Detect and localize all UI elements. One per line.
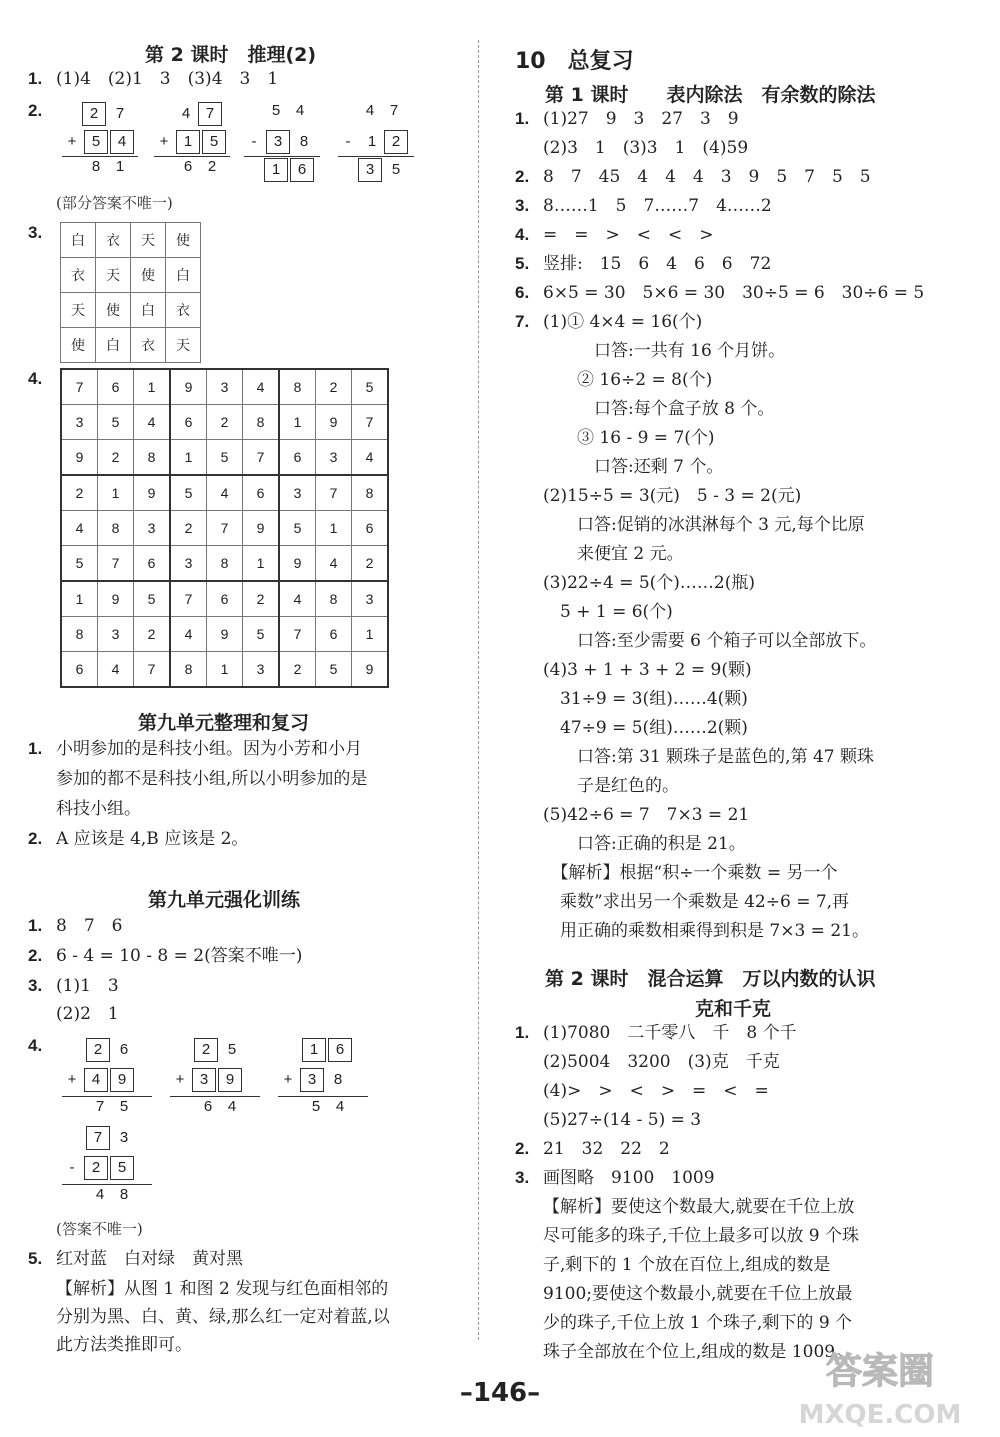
analysis-line: 分别为黑、白、黄、绿,那么红一定对着蓝,以 (56, 1307, 390, 1327)
sudoku-cell: 3 (352, 581, 389, 617)
sudoku-row (61, 652, 388, 688)
sudoku-cell: 3 (98, 617, 134, 652)
answer-line: 1. (1)27 9 3 27 3 9 (515, 109, 739, 129)
sudoku-cell: 4 (61, 511, 98, 546)
word-grid-cell: 衣 (61, 258, 96, 293)
page-number: –146– (459, 1378, 541, 1408)
sudoku-cell: 9 (134, 475, 171, 511)
sudoku-cell: 5 (98, 405, 134, 440)
answer-line: 5. 红对蓝 白对绿 黄对黑 (28, 1249, 243, 1269)
section-heading: 第 1 课时 表内除法 有余数的除法 (545, 84, 876, 106)
answer-line: ② 16÷2 = 8(个) (543, 370, 713, 390)
answer-line: 2. 6 - 4 = 10 - 8 = 2(答案不唯一) (28, 946, 303, 966)
sudoku-cell: 6 (316, 617, 352, 652)
answer-line: 口答:促销的冰淇淋每个 3 元,每个比原 (543, 515, 865, 535)
sudoku-cell: 5 (243, 617, 280, 652)
sudoku-row (61, 440, 388, 476)
answer-number: 4. (28, 369, 43, 388)
sudoku-cell: 6 (170, 405, 207, 440)
vertical-calc: 2 5 + 3 9 6 4 (168, 1038, 268, 1126)
sudoku-cell: 6 (279, 440, 316, 476)
vertical-calc: 2 6 + 4 9 7 5 (60, 1038, 160, 1126)
sudoku-cell: 6 (98, 369, 134, 405)
sudoku-cell: 3 (207, 369, 243, 405)
sudoku-row (61, 581, 388, 617)
answer-line: 31÷9 = 3(组)……4(颗) (543, 689, 748, 709)
answer-line: 口答:正确的积是 21。 (543, 834, 746, 854)
section-heading: 第九单元强化训练 (148, 889, 301, 911)
sudoku-cell: 5 (170, 475, 207, 511)
sudoku-cell: 6 (207, 581, 243, 617)
answer-line: 参加的都不是科技小组,所以小明参加的是 (56, 769, 368, 789)
sudoku-cell: 1 (134, 369, 171, 405)
sudoku-cell: 4 (352, 440, 389, 476)
sudoku-cell: 3 (316, 440, 352, 476)
sudoku-cell: 7 (316, 475, 352, 511)
sudoku-cell: 4 (279, 581, 316, 617)
word-grid-cell: 衣 (96, 223, 131, 258)
sudoku-cell: 8 (352, 475, 389, 511)
analysis-line: 【解析】从图 1 和图 2 发现与红色面相邻的 (56, 1279, 389, 1299)
sudoku-cell: 8 (170, 652, 207, 688)
column-divider (478, 40, 479, 1340)
word-grid-cell: 使 (131, 258, 166, 293)
sudoku-cell: 9 (61, 440, 98, 476)
section-heading: 第九单元整理和复习 (138, 712, 310, 734)
sudoku-cell: 7 (207, 511, 243, 546)
answer-note: (部分答案不唯一) (56, 194, 173, 212)
word-grid-cell: 天 (131, 223, 166, 258)
answer-line: 口答:至少需要 6 个箱子可以全部放下。 (543, 631, 877, 651)
word-grid-cell: 天 (96, 258, 131, 293)
sudoku-cell: 5 (61, 546, 98, 582)
answer-line: 1. (1)4 (2)1 3 (3)4 3 1 (28, 69, 279, 89)
vertical-calc: 5 4 - 3 8 1 6 (242, 102, 322, 182)
sudoku-cell: 5 (134, 581, 171, 617)
sudoku-cell: 4 (243, 369, 280, 405)
sudoku-cell: 9 (352, 652, 389, 688)
svg-text:答案圈: 答案圈 (825, 1351, 935, 1392)
answer-line: (4)3 + 1 + 3 + 2 = 9(颗) (543, 660, 752, 680)
sudoku-cell: 2 (243, 581, 280, 617)
answer-line: ③ 16 - 9 = 7(个) (543, 428, 715, 448)
answer-line: 口答:一共有 16 个月饼。 (543, 341, 786, 361)
sudoku-cell: 1 (98, 475, 134, 511)
word-grid-cell: 衣 (131, 328, 166, 363)
answer-number: 3. (28, 223, 43, 242)
answer-line: (2)15÷5 = 3(元) 5 - 3 = 2(元) (543, 486, 802, 506)
sudoku-cell: 2 (207, 405, 243, 440)
word-grid-cell: 白 (131, 293, 166, 328)
answer-line: (2)2 1 (56, 1004, 119, 1024)
sudoku-cell: 5 (316, 652, 352, 688)
sudoku-cell: 1 (170, 440, 207, 476)
answer-line: 1. 小明参加的是科技小组。因为小芳和小月 (28, 739, 362, 759)
sudoku-cell: 4 (134, 405, 171, 440)
sudoku-cell: 5 (352, 369, 389, 405)
sudoku-cell: 4 (316, 546, 352, 582)
sudoku-cell: 3 (279, 475, 316, 511)
sudoku-cell: 8 (316, 581, 352, 617)
sudoku-row (61, 511, 388, 546)
sudoku-cell: 7 (352, 405, 389, 440)
sudoku-row (61, 617, 388, 652)
answer-line: 用正确的乘数相乘得到积是 7×3 = 21。 (543, 921, 869, 941)
sudoku-cell: 8 (207, 546, 243, 582)
answer-line: 6. 6×5 = 30 5×6 = 30 30÷5 = 6 30÷6 = 5 (515, 283, 925, 303)
answer-line: 5. 竖排: 15 6 4 6 6 72 (515, 254, 772, 274)
word-grid-row (61, 328, 201, 363)
vertical-calc: 4 7 - 1 2 3 5 (336, 102, 426, 182)
sudoku-cell: 1 (243, 546, 280, 582)
word-grid-cell: 使 (166, 223, 201, 258)
sudoku-cell: 2 (170, 511, 207, 546)
answer-line: 子是红色的。 (543, 776, 679, 796)
sudoku-cell: 9 (98, 581, 134, 617)
sudoku-cell: 1 (61, 581, 98, 617)
sudoku-cell: 3 (134, 511, 171, 546)
sudoku-cell: 7 (134, 652, 171, 688)
sudoku-cell: 9 (170, 369, 207, 405)
sudoku-cell: 2 (134, 617, 171, 652)
section-heading: 克和千克 (695, 998, 772, 1020)
sudoku-cell: 2 (316, 369, 352, 405)
word-grid-row (61, 223, 201, 258)
answer-line: (5)42÷6 = 7 7×3 = 21 (543, 805, 750, 825)
sudoku-cell: 8 (279, 369, 316, 405)
answer-line: 口答:还剩 7 个。 (543, 457, 724, 477)
word-grid-cell: 使 (61, 328, 96, 363)
answer-line: (2)5004 3200 (3)克 千克 (543, 1052, 780, 1072)
sudoku-cell: 7 (61, 369, 98, 405)
sudoku-cell: 9 (207, 617, 243, 652)
word-grid-cell: 天 (61, 293, 96, 328)
answer-line: 【解析】根据“积÷一个乘数 = 另一个 (543, 863, 838, 883)
vertical-calc: 4 7 + 1 5 6 2 (152, 102, 232, 182)
answer-line: 2. 8 7 45 4 4 4 3 9 5 7 5 5 (515, 167, 871, 187)
answer-line: 少的珠子,千位上放 1 个珠子,剩下的 9 个 (543, 1313, 853, 1333)
sudoku-cell: 9 (279, 546, 316, 582)
sudoku-cell: 7 (170, 581, 207, 617)
word-grid-cell: 白 (166, 258, 201, 293)
sudoku-cell: 8 (98, 511, 134, 546)
watermark-logo (770, 1335, 990, 1435)
sudoku-cell: 3 (170, 546, 207, 582)
sudoku-cell: 2 (98, 440, 134, 476)
sudoku-cell: 1 (279, 405, 316, 440)
analysis-line: 此方法类推即可。 (56, 1335, 192, 1355)
word-grid-cell: 使 (96, 293, 131, 328)
svg-text:MXQE.COM: MXQE.COM (798, 1400, 962, 1430)
answer-line: 来便宜 2 元。 (543, 544, 684, 564)
sudoku-cell: 3 (243, 652, 280, 688)
answer-line: 3. 画图略 9100 1009 (515, 1168, 715, 1188)
answer-line: 【解析】要使这个数最大,就要在千位上放 (543, 1197, 855, 1217)
section-heading: 第 2 课时 混合运算 万以内数的认识 (545, 968, 876, 990)
answer-line: 科技小组。 (56, 799, 141, 819)
sudoku-cell: 6 (61, 652, 98, 688)
word-grid-row (61, 258, 201, 293)
answer-line: (4)> > < > = < = (543, 1081, 769, 1101)
word-grid-cell: 白 (61, 223, 96, 258)
vertical-calc: 2 7 + 5 4 8 1 (60, 102, 140, 182)
answer-line: 2. 21 32 22 2 (515, 1139, 670, 1159)
sudoku-cell: 4 (98, 652, 134, 688)
sudoku-cell: 2 (61, 475, 98, 511)
answer-line: 子,剩下的 1 个放在百位上,组成的数是 (543, 1255, 831, 1275)
answer-line: 7. (1)① 4×4 = 16(个) (515, 312, 703, 332)
sudoku-cell: 5 (279, 511, 316, 546)
sudoku-cell: 2 (352, 546, 389, 582)
sudoku-cell: 8 (61, 617, 98, 652)
sudoku-cell: 3 (61, 405, 98, 440)
answer-line: (2)3 1 (3)3 1 (4)59 (543, 138, 749, 158)
answer-number: 4. (28, 1036, 43, 1055)
word-grid-row (61, 293, 201, 328)
sudoku-cell: 6 (352, 511, 389, 546)
answer-line: 3. (1)1 3 (28, 976, 119, 996)
answer-line: 2. A 应该是 4,B 应该是 2。 (28, 829, 249, 849)
vertical-calc: 7 3 - 2 5 4 8 (60, 1126, 160, 1214)
answer-line: 1. (1)7080 二千零八 千 8 个千 (515, 1023, 797, 1043)
answer-line: 47÷9 = 5(组)……2(颗) (543, 718, 748, 738)
word-grid-cell: 天 (166, 328, 201, 363)
sudoku-cell: 7 (98, 546, 134, 582)
sudoku-row (61, 369, 388, 405)
answer-line: 1. 8 7 6 (28, 916, 123, 936)
sudoku-row (61, 475, 388, 511)
sudoku-row (61, 405, 388, 440)
sudoku-cell: 1 (316, 511, 352, 546)
vertical-calc: 1 6 + 3 8 5 4 (276, 1038, 376, 1126)
word-grid (60, 222, 201, 363)
sudoku-grid (60, 368, 389, 688)
chapter-heading: 10 总复习 (515, 49, 634, 74)
sudoku-cell: 7 (279, 617, 316, 652)
answer-line: 乘数”求出另一个乘数是 42÷6 = 7,再 (543, 892, 850, 912)
answer-line: 口答:第 31 颗珠子是蓝色的,第 47 颗珠 (543, 747, 875, 767)
answer-note: (答案不唯一) (56, 1220, 143, 1238)
answer-number: 2. (28, 101, 43, 120)
word-grid-cell: 白 (96, 328, 131, 363)
sudoku-cell: 7 (243, 440, 280, 476)
answer-line: 尽可能多的珠子,千位上最多可以放 9 个珠 (543, 1226, 860, 1246)
answer-line: 珠子全部放在个位上,组成的数是 1009。 (543, 1342, 853, 1362)
sudoku-cell: 8 (243, 405, 280, 440)
sudoku-cell: 9 (316, 405, 352, 440)
sudoku-row (61, 546, 388, 582)
sudoku-cell: 9 (243, 511, 280, 546)
sudoku-cell: 1 (352, 617, 389, 652)
section-heading: 第 2 课时 推理(2) (145, 44, 317, 66)
answer-line: 9100;要使这个数最小,就要在千位上放最 (543, 1284, 853, 1304)
sudoku-cell: 2 (279, 652, 316, 688)
answer-line: 4. = = > < < > (515, 225, 714, 245)
answer-line: 口答:每个盒子放 8 个。 (543, 399, 775, 419)
answer-line: 5 + 1 = 6(个) (543, 602, 673, 622)
sudoku-cell: 8 (134, 440, 171, 476)
sudoku-cell: 6 (134, 546, 171, 582)
word-grid-cell: 衣 (166, 293, 201, 328)
sudoku-cell: 4 (170, 617, 207, 652)
answer-line: (3)22÷4 = 5(个)……2(瓶) (543, 573, 755, 593)
answer-line: (5)27÷(14 - 5) = 3 (543, 1110, 702, 1130)
sudoku-cell: 5 (207, 440, 243, 476)
sudoku-cell: 4 (207, 475, 243, 511)
answer-line: 3. 8……1 5 7……7 4……2 (515, 196, 772, 216)
sudoku-cell: 1 (207, 652, 243, 688)
sudoku-cell: 6 (243, 475, 280, 511)
